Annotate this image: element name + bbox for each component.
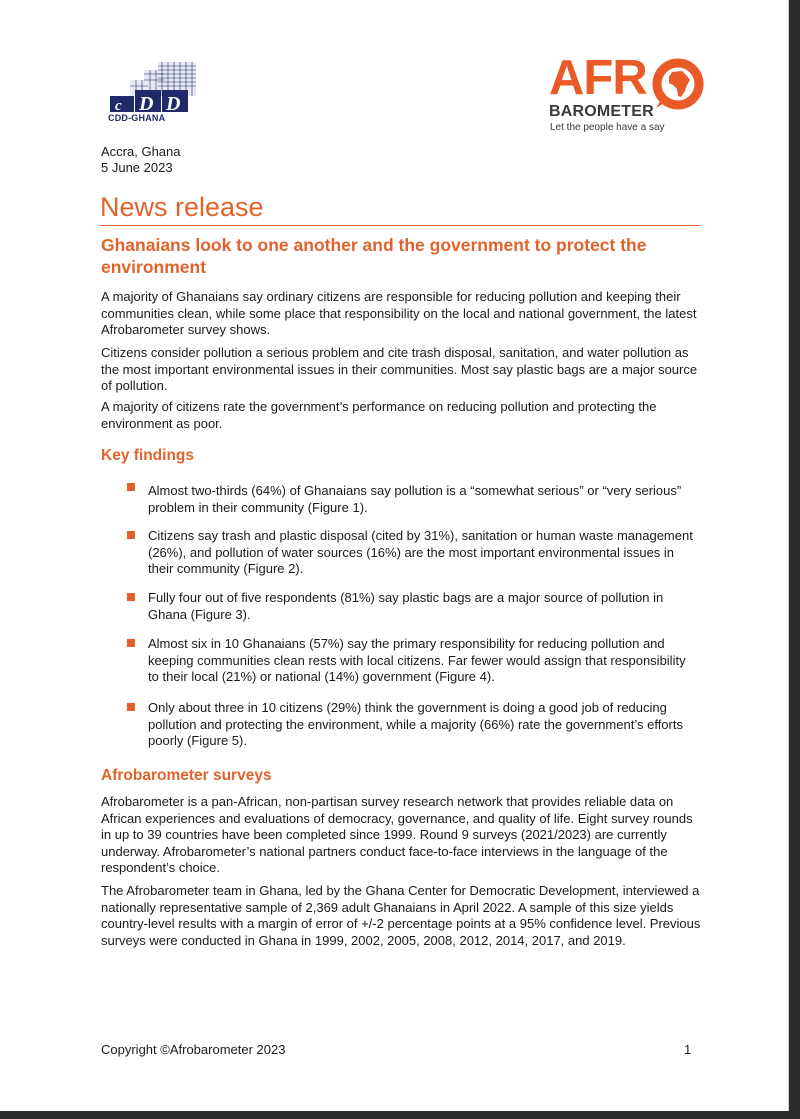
svg-text:D: D xyxy=(139,93,154,115)
bullet-marker xyxy=(127,639,135,647)
finding-item: Fully four out of five respondents (81%) say plastic bags are a major source of pollution in Ghana (Figure 3). xyxy=(148,590,664,622)
headline: Ghanaians look to one another and the government to protect the environment xyxy=(101,235,647,277)
surveys-paragraph-2: The Afrobarometer team in Ghana, led by the Ghana Center for Democratic Development, interviewed a nationally representative sample of 2,369 adult Ghanaians in April 2022. A sample of this size yields country-level results with a margin of error of +/-2 percentage points at a 95% confidence level. Previous surveys were conducted in Ghana in 1999, 2002, 2005, 2008, 2012, 2014, 2017, and 2019. xyxy=(101,883,701,948)
svg-text:c: c xyxy=(115,98,122,114)
afro-logo-word: AFR xyxy=(549,51,647,105)
africa-globe-icon xyxy=(652,58,704,110)
dateline-place: Accra, Ghana xyxy=(101,144,181,159)
finding-item: Citizens say trash and plastic disposal (cited by 31%), sanitation or human waste management (26%), and pollution of water sources (16%) are the most important environmental issues in their community (Figure 2). xyxy=(148,528,693,576)
dateline-date: 5 June 2023 xyxy=(101,160,173,175)
afro-logo-barometer: BAROMETER xyxy=(549,103,654,120)
intro-paragraph-2: Citizens consider pollution a serious problem and cite trash disposal, sanitation, and water pollution as the most important environmental issues in their communities. Most say plastic bags are a major source of pollution. xyxy=(101,345,698,393)
copyright: Copyright ©Afrobarometer 2023 xyxy=(101,1042,286,1057)
afro-logo-tagline: Let the people have a say xyxy=(550,122,665,133)
intro-paragraph-3: A majority of citizens rate the government’s performance on reducing pollution and protecting the environment as poor. xyxy=(101,399,657,431)
intro-paragraph-1: A majority of Ghanaians say ordinary citizens are responsible for reducing pollution and keeping their communities clean, while some place that responsibility on the local and national government, the latest Afrobarometer survey shows. xyxy=(101,289,697,337)
finding-item: Almost six in 10 Ghanaians (57%) say the primary responsibility for reducing pollution and keeping communities clean rests with local citizens. Far fewer would assign that responsibility to their local (21%) or national (14%) government (Figure 4). xyxy=(148,636,686,684)
dateline xyxy=(101,144,181,176)
surveys-heading: Afrobarometer surveys xyxy=(101,767,272,784)
bullet-marker xyxy=(127,703,135,711)
cdd-logo-label: CDD-GHANA xyxy=(108,113,166,123)
release-title: News release xyxy=(100,192,264,222)
page-number: 1 xyxy=(684,1042,692,1057)
bullet-marker xyxy=(127,593,135,601)
finding-item: Almost two-thirds (64%) of Ghanaians say pollution is a “somewhat serious” or “very serious” problem in their community (Figure 1). xyxy=(148,483,682,515)
svg-text:D: D xyxy=(166,93,181,115)
bullet-marker xyxy=(127,483,135,491)
finding-item: Only about three in 10 citizens (29%) think the government is doing a good job of reducing pollution and protecting the environment, while a majority (66%) rate the government’s efforts poorly (Figure 5). xyxy=(148,700,683,748)
surveys-paragraph-1: Afrobarometer is a pan-African, non-partisan survey research network that provides reliable data on African experiences and evaluations of democracy, governance, and quality of life. Eight survey rounds in up to 39 countries have been completed since 1999. Round 9 surveys (2021/2023) are currently underway. Afrobarometer’s national partners conduct face-to-face interviews in the language of the respondent’s choice. xyxy=(101,794,693,875)
title-divider xyxy=(100,225,700,226)
bullet-marker xyxy=(127,531,135,539)
key-findings-heading: Key findings xyxy=(101,447,195,464)
